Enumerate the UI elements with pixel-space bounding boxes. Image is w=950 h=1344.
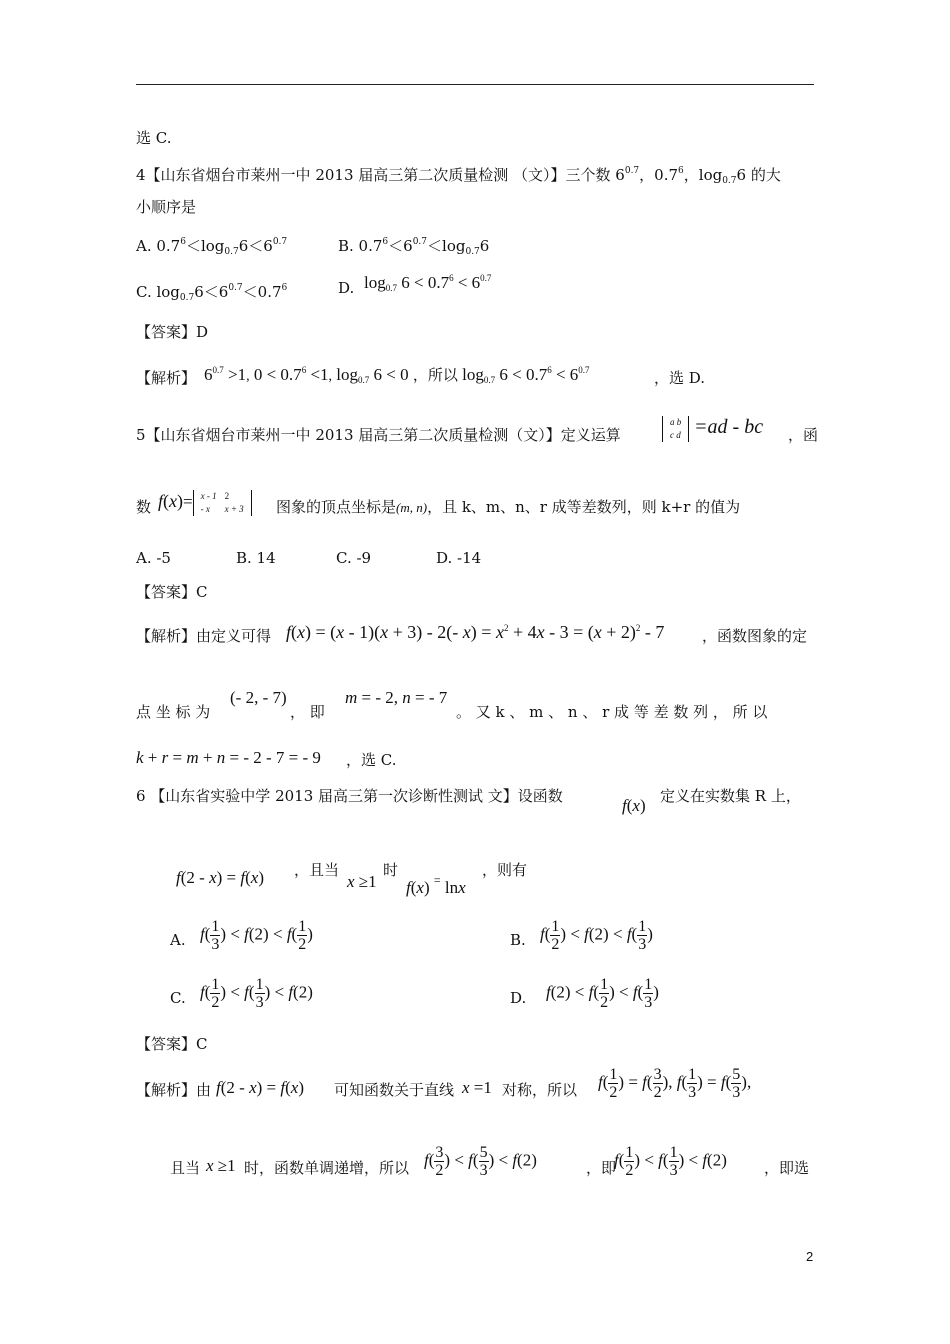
x-ge-1-b: x ≥1 [206, 1156, 236, 1175]
symmetry-condition: f(2 - x) = f(x) [176, 868, 264, 887]
analysis-5-line2: 点 坐 标 为 [136, 703, 211, 721]
analysis-5-tail: ，函数图象的定 [702, 627, 808, 645]
question-5-tail: ，函 [788, 426, 819, 444]
opt6-a: f( $\frac{1}{3}$ ) < f(2) < f( $\frac{1}{2}$ ) [200, 918, 313, 953]
question-5: 5【山东省烟台市莱州一中 2013 届高三第二次质量检测（文）】定义运算 [136, 426, 621, 444]
question-5-cont: 数 [136, 498, 152, 516]
option-b-5: B. 14 [236, 549, 276, 567]
question-5-cont-b: 图象的顶点坐标是(m, n)，且 k、m、n、r 成等差数列，则 k+r 的值为 [276, 498, 741, 516]
analysis-4: 【解析】 [136, 369, 197, 387]
text-line: 选 C. [136, 129, 172, 147]
analysis-6-l2-d: ，即选 [764, 1159, 810, 1177]
analysis-6-l2: 且当 [170, 1159, 201, 1177]
analysis-5: 【解析】由定义可得 [136, 627, 272, 645]
opt6-d-label: D. [510, 989, 527, 1007]
answer-6: 【答案】C [136, 1035, 208, 1053]
question-4: 4【山东省烟台市莱州一中 2013 届高三第二次质量检测 （文）】三个数 $6^{0.7}$，$0.7^6$，$\log_{0.7}6$ 的大 [136, 166, 781, 186]
opt6-c: f( $\frac{1}{2}$ ) < f( $\frac{1}{3}$ ) < f(2) [200, 976, 313, 1011]
opt6-b-label: B. [510, 931, 526, 949]
opt6-c-label: C. [170, 989, 186, 1007]
mn-values: m = - 2, n = - 7 [345, 688, 448, 707]
question-6-l2-c: ，则有 [482, 861, 528, 879]
analysis-4-formula: $6^{0.7} >1$, $0 < 0.7^6 <1$, $\log_{0.7} 6 < 0$ ，所以 $\log_{0.7} 6 < 0.7^6 < 6^{0.7}$ [204, 365, 590, 385]
analysis-6-l2-c: ，即 [586, 1159, 617, 1177]
analysis-6-ineq1: f( $\frac{3}{2}$ ) < f( $\frac{5}{3}$ ) < f(2) [424, 1144, 537, 1179]
f-ln: f(x) = lnx [406, 873, 466, 897]
analysis-5-line3: k + r = m + n = - 2 - 7 = - 9 [136, 748, 321, 767]
analysis-6-l2-b: 时，函数单调递增，所以 [244, 1159, 410, 1177]
option-b: B. $0.7^6<6^{0.7}<\log_{0.7}6$ [338, 237, 490, 257]
analysis-6: 【解析】由 [136, 1081, 212, 1099]
question-6: 6 【山东省实验中学 2013 届高三第一次诊断性测试 文】设函数 [136, 787, 563, 805]
question-6-l2: ，且当 [294, 861, 340, 879]
option-a: A. $0.7^6<\log_{0.7}6<6^{0.7}$ [136, 237, 288, 257]
opt6-b: f( $\frac{1}{2}$ ) < f(2) < f( $\frac{1}{3}$ ) [540, 918, 653, 953]
analysis-6-sym: f(2 - x) = f(x) [216, 1078, 304, 1097]
opt6-d: f(2) < f( $\frac{1}{2}$ ) < f( $\frac{1}{3}$ ) [546, 976, 659, 1011]
analysis-4-end: ，选 D. [654, 369, 706, 387]
fx: f(x) [622, 796, 646, 815]
analysis-5-line2-c: 。 又 k 、 m 、 n 、 r 成 等 差 数 列 ， 所 以 [456, 703, 768, 721]
option-d: D. [338, 279, 355, 297]
opt6-a-label: A. [170, 931, 186, 949]
question-4-cont: 小顺序是 [136, 198, 197, 216]
option-d-formula: $\log_{0.7} 6 < 0.7^6 < 6^{0.7}$ [364, 273, 492, 293]
analysis-6-b: 可知函数关于直线 [334, 1081, 455, 1099]
header-rule [136, 84, 814, 85]
option-c: C. $\log_{0.7}6<6^{0.7}<0.7^6$ [136, 283, 288, 303]
line-x1: x =1 [462, 1078, 492, 1097]
determinant-def: a b c d =ad - bc [662, 416, 763, 442]
x-ge-1: x ≥1 [347, 872, 377, 891]
analysis-5-line2-b: ， 即 [290, 703, 325, 721]
analysis-6-ineq2: f( $\frac{1}{2}$ ) < f( $\frac{1}{3}$ ) < f(2) [614, 1144, 727, 1179]
question-6-tail: 定义在实数集 R 上， [660, 787, 801, 805]
answer-5: 【答案】C [136, 583, 208, 601]
function-determinant: f(x)= x - 1 2 - x x + 3 [158, 490, 252, 516]
option-a-5: A. -5 [136, 549, 171, 567]
answer-4: 【答案】D [136, 323, 209, 341]
analysis-6-c: 对称，所以 [502, 1081, 578, 1099]
vertex-coord: (- 2, - 7) [230, 688, 287, 707]
option-d-5: D. -14 [436, 549, 482, 567]
option-c-5: C. -9 [336, 549, 372, 567]
analysis-6-eq: f( $\frac{1}{2}$ ) = f( $\frac{3}{2}$ ), f( $\frac{1}{3}$ ) = f( $\frac{5}{3}$ ), [598, 1066, 752, 1101]
analysis-5-formula: f(x) = (x - 1)(x + 3) - 2(- $x) = x^2 + 4x - 3 = (x + 2)^2 - 7$ [286, 622, 665, 642]
page-number: 2 [806, 1249, 814, 1264]
analysis-5-end: ，选 C. [346, 751, 397, 769]
question-6-l2-b: 时 [383, 861, 399, 879]
